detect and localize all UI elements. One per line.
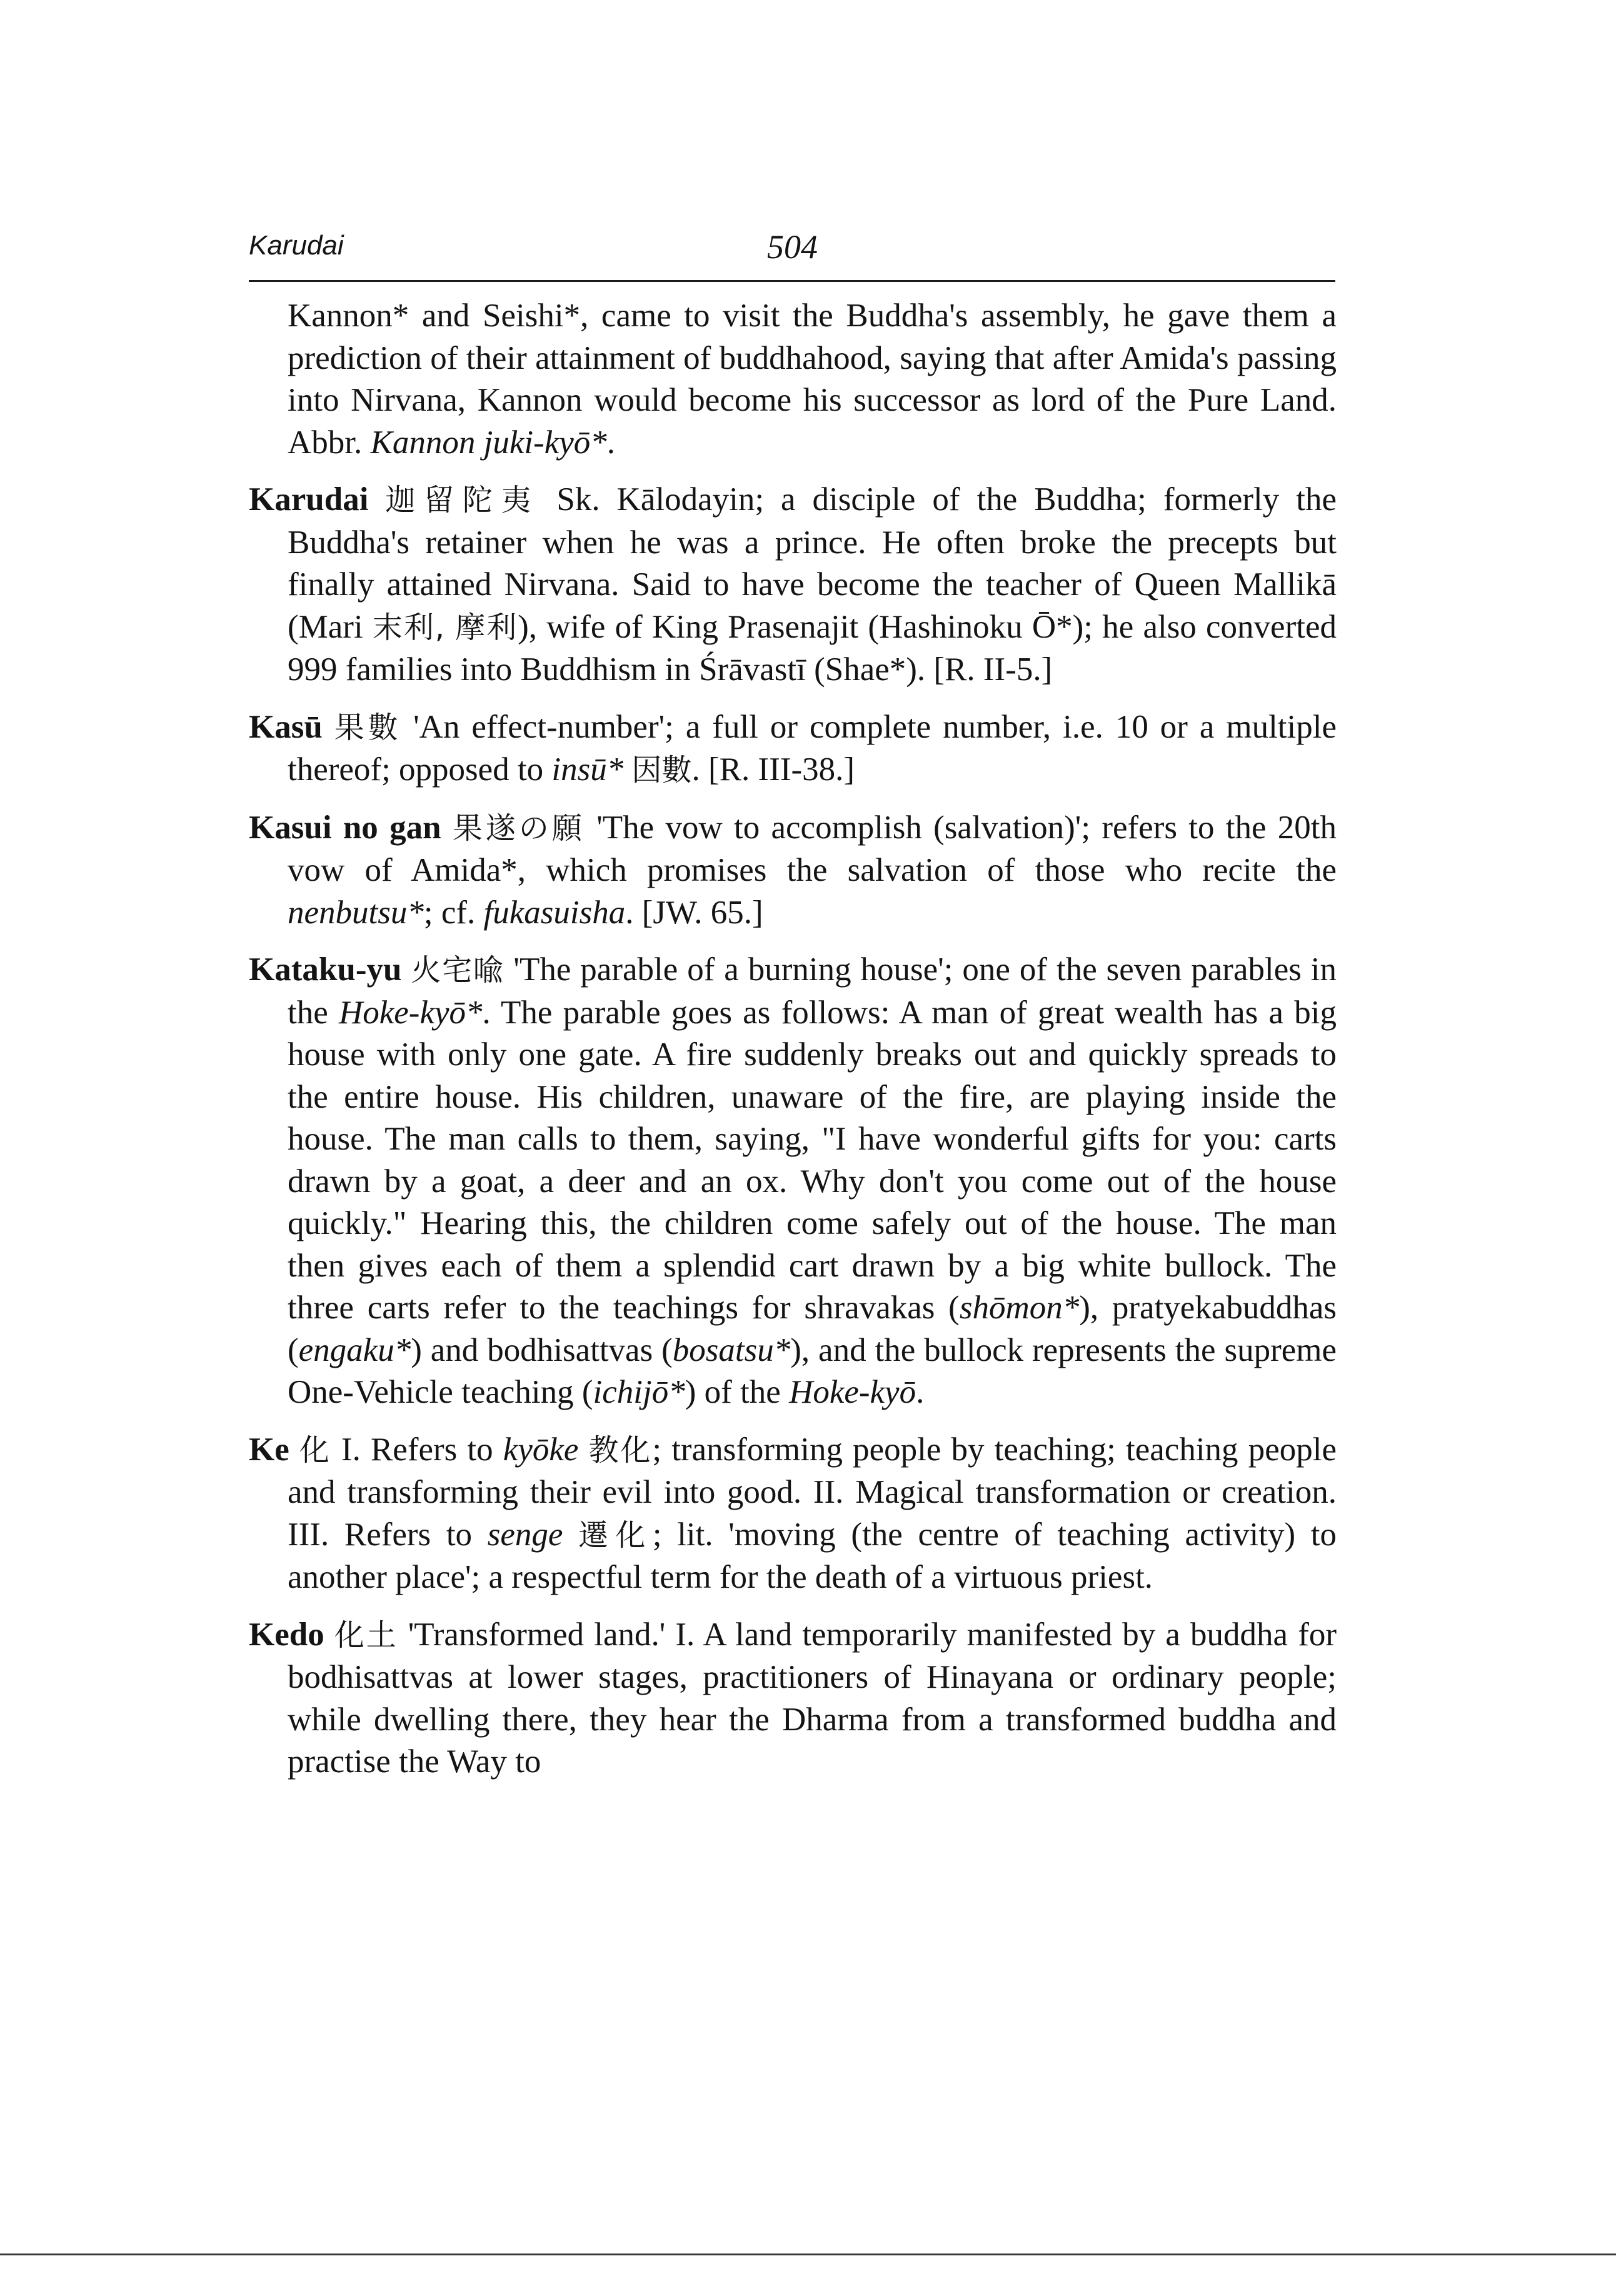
entry-text: ) and bodhisattvas (: [411, 1331, 673, 1368]
entry-text: [441, 810, 453, 846]
entry-text: Kannon* and Seishi*, came to visit the Buddha's assembly, he gave them a prediction of their attainment of buddhahood, saying that after Amida's passing into Nirvana, Kannon would become his successor as lord of the Pure Land. Abbr.: [288, 298, 1337, 461]
kanji-term: 化土: [334, 1617, 398, 1653]
dictionary-entry: [249, 706, 1337, 792]
italic-term: ichijō*: [593, 1374, 685, 1410]
kanji-term: 化: [299, 1432, 331, 1468]
entries-body: [249, 295, 1337, 1798]
entry-text: ), pratyekabuddhas (: [288, 1290, 1337, 1368]
italic-term: engaku*: [298, 1331, 411, 1368]
entry-text: ), and the bullock represents the supreme One-Vehicle teaching (: [288, 1331, 1337, 1410]
italic-term: nenbutsu*: [288, 894, 424, 931]
entry-text: 'The vow to accomplish (salvation)'; refers to the 20th vow of Amida*, which promises the salvation of those who recite the: [288, 809, 1337, 888]
entry-text: ) of the: [685, 1374, 790, 1410]
page-number: 504: [767, 228, 818, 266]
entry-text: ; lit. 'moving (the centre of teaching activity) to another place'; a respectful term for the death of a virtuous priest.: [288, 1516, 1337, 1595]
italic-term: Hoke-kyō: [789, 1374, 916, 1410]
entry-text: [401, 951, 411, 988]
entry-text: Sk. Kālodayin; a disciple of the Buddha; formerly the Buddha's retainer when he was a prince. He often broke the precepts but finally attained Nirvana. Said to have become the teacher of Queen Mallikā (Mari: [288, 481, 1337, 645]
entry-text: 'An effect-number'; a full or complete number, i.e. 10 or a multiple thereof; opposed to: [288, 708, 1337, 788]
entry-text: [563, 1516, 578, 1553]
entry-text: ; transforming people by teaching; teaching people and transforming their evil into good. II. Magical transformation or creation. III. Refers to: [288, 1431, 1337, 1553]
entry-text: [289, 1431, 299, 1468]
kanji-term: 教化: [588, 1432, 653, 1468]
footer-rule: [0, 2253, 1616, 2255]
kanji-term: 果遂の願: [452, 810, 585, 846]
entry-text: [323, 709, 334, 745]
entry-text: .: [606, 424, 616, 461]
kanji-term: 迦留陀夷: [385, 483, 540, 518]
italic-term: Hoke-kyō*: [338, 994, 483, 1031]
entry-headword: Kedo: [249, 1616, 324, 1653]
entry-text: [368, 481, 385, 518]
italic-term: Kannon juki-kyō*: [370, 424, 607, 461]
kanji-term: 末利, 摩利: [372, 609, 518, 645]
entry-headword: Karudai: [249, 481, 369, 518]
entry-text: . The parable goes as follows: A man of great wealth has a big house with only one gate. A fire suddenly breaks out and quickly spreads to the entire house. His children, unaware of the fire, are playing inside the house. The man calls to them, saying, "I have wonderful gifts for you: carts drawn by a goat, a deer and an ox. Why don't you come out of the house quickly." Hearing this, the children come safely out of the house. The man then gives each of them a splendid cart drawn by a big white bullock. The three carts refer to the teachings for shravakas (: [288, 994, 1337, 1326]
entry-headword: Kasū: [249, 708, 323, 745]
italic-term: kyōke: [503, 1431, 579, 1468]
dictionary-entry: [249, 807, 1337, 935]
dictionary-entry: [249, 1429, 1337, 1599]
entry-headword: Ke: [249, 1431, 289, 1468]
entry-text: .: [916, 1374, 925, 1410]
dictionary-entry: [249, 1614, 1337, 1783]
entry-text: ; cf.: [423, 894, 484, 931]
entry-headword: Kataku-yu: [249, 951, 402, 988]
dictionary-entry: [249, 479, 1337, 691]
italic-term: fukasuisha: [483, 894, 626, 931]
entry-text: . [R. III-38.]: [691, 751, 855, 788]
italic-term: shōmon*: [959, 1290, 1080, 1326]
italic-term: bosatsu*: [672, 1331, 791, 1368]
entry-text: 'The parable of a burning house'; one of the seven parables in the: [288, 951, 1337, 1031]
continuation-text: [249, 295, 1337, 464]
running-head: [249, 230, 1333, 280]
entry-text: 'Transformed land.' I. A land temporarily manifested by a buddha for bodhisattvas at lower stages, practitioners of Hinayana or ordinary people; while dwelling there, they hear the Dharma from a transformed buddha and practise the Way to: [288, 1616, 1337, 1780]
running-title: Karudai: [249, 230, 344, 261]
kanji-term: 果數: [334, 709, 402, 745]
entry-text: [578, 1431, 588, 1468]
dictionary-entry: [249, 949, 1337, 1414]
kanji-term: 遷化: [578, 1517, 653, 1553]
entry-text: . [JW. 65.]: [625, 894, 763, 931]
kanji-term: 因數: [631, 753, 692, 788]
kanji-term: 火宅喩: [411, 953, 504, 988]
entry-text: [324, 1617, 334, 1653]
header-rule: [249, 280, 1335, 282]
italic-term: insū*: [551, 751, 624, 788]
entry-text: [623, 751, 631, 788]
entry-headword: Kasui no gan: [249, 809, 441, 846]
entry-text: ), wife of King Prasenajit (Hashinoku Ō*); he also converted 999 families into Buddhism in Śrāvastī (Shae*). [R. II-5.]: [288, 608, 1337, 688]
entry-text: I. Refers to: [331, 1431, 503, 1468]
italic-term: senge: [487, 1516, 563, 1553]
